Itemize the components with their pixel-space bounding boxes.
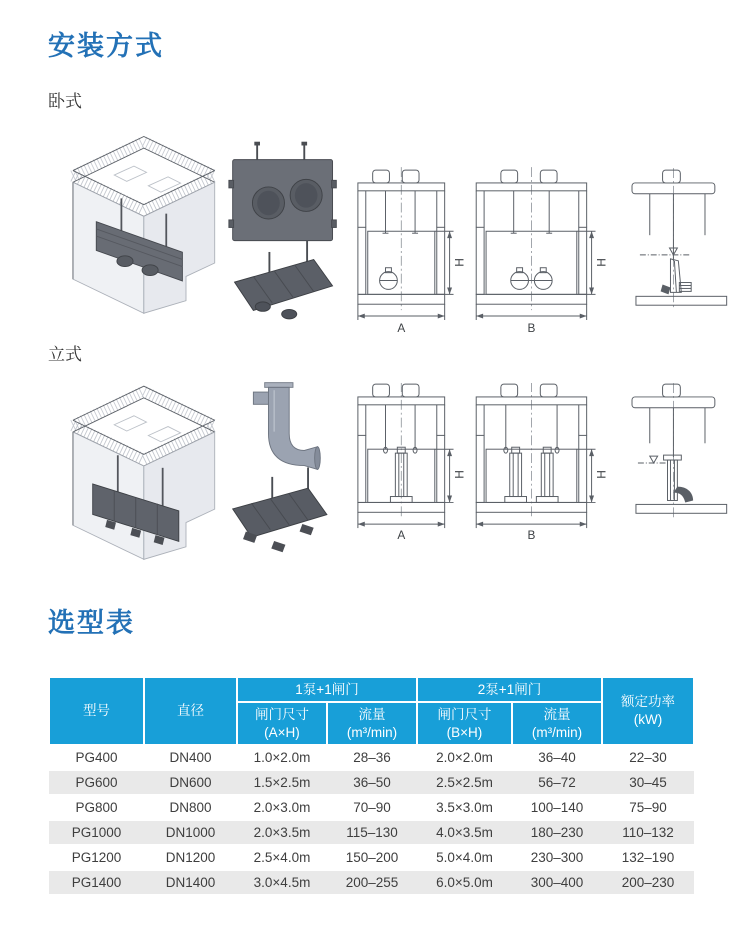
cell-diameter: DN400: [144, 745, 237, 770]
vertical-type-label: 立式: [48, 344, 82, 364]
page-title-selection: 选型表: [48, 608, 135, 639]
vertical-cross-section-diagrams: [350, 383, 735, 543]
cell-gate-size-1: 1.5×2.5m: [237, 770, 327, 795]
horizontal-3d-tank-drawing: [55, 119, 225, 337]
cell-gate-size-1: 1.0×2.0m: [237, 745, 327, 770]
cell-model: PG800: [49, 795, 144, 820]
group-header-1pump-1gate: 1泵+1闸门: [237, 677, 417, 703]
horizontal-cross-section-diagrams: [350, 165, 735, 333]
cell-power: 30–45: [602, 770, 694, 795]
rated-power-line1: 额定功率: [621, 694, 675, 710]
gate-size2-line2: (B×H): [446, 724, 483, 740]
cell-flow-2: 230–300: [512, 845, 602, 870]
horizontal-section-a: [358, 167, 467, 333]
cell-diameter: DN600: [144, 770, 237, 795]
col-header-gate-size-bxh: [417, 702, 512, 745]
gate-size2-line1: 闸门尺寸: [437, 707, 492, 723]
dim-label-a: A: [397, 528, 406, 543]
col-header-gate-size-axh: [237, 702, 327, 745]
selection-table-header: [49, 677, 694, 746]
table-row: [49, 770, 694, 795]
cell-diameter: DN800: [144, 795, 237, 820]
dim-label-a: A: [397, 320, 406, 333]
dim-label-h: H: [452, 470, 467, 479]
cell-model: PG1200: [49, 845, 144, 870]
col-header-model: 型号: [49, 677, 144, 746]
selection-table: [48, 676, 695, 897]
vertical-section-b: [477, 383, 609, 542]
page-title-install: 安装方式: [48, 31, 164, 61]
cell-model: PG400: [49, 745, 144, 770]
cell-flow-2: 300–400: [512, 870, 602, 895]
vertical-3d-tank-drawing: [55, 369, 225, 581]
cell-flow-1: 36–50: [327, 770, 417, 795]
cell-gate-size-1: 2.0×3.5m: [237, 820, 327, 845]
cell-power: 110–132: [602, 820, 694, 845]
cell-flow-1: 150–200: [327, 845, 417, 870]
dim-label-h: H: [594, 470, 609, 479]
vertical-installation-figures: [55, 369, 735, 581]
horizontal-side-view: [632, 168, 727, 310]
cell-model: PG1400: [49, 870, 144, 895]
horizontal-type-label: 卧式: [48, 92, 82, 112]
cell-power: 75–90: [602, 795, 694, 820]
cell-diameter: DN1400: [144, 870, 237, 895]
cell-flow-2: 56–72: [512, 770, 602, 795]
cell-gate-size-1: 2.5×4.0m: [237, 845, 327, 870]
rated-power-line2: (kW): [633, 711, 663, 727]
cell-flow-2: 180–230: [512, 820, 602, 845]
gate-size1-line2: (A×H): [264, 724, 300, 740]
col-header-flow-1: [327, 702, 417, 745]
cell-model: PG600: [49, 770, 144, 795]
cell-diameter: DN1200: [144, 845, 237, 870]
table-row: [49, 795, 694, 820]
cell-gate-size-2: 4.0×3.5m: [417, 820, 512, 845]
cell-flow-2: 36–40: [512, 745, 602, 770]
cell-power: 200–230: [602, 870, 694, 895]
table-row: [49, 745, 694, 770]
flow2-line2: (m³/min): [531, 724, 583, 740]
cell-power: 22–30: [602, 745, 694, 770]
vertical-elbow-and-gate-drawings: [227, 375, 342, 575]
cell-gate-size-2: 3.5×3.0m: [417, 795, 512, 820]
cell-flow-1: 200–255: [327, 870, 417, 895]
cell-flow-1: 28–36: [327, 745, 417, 770]
flow1-line1: 流量: [358, 707, 386, 723]
vertical-section-a: [358, 383, 467, 542]
cell-model: PG1000: [49, 820, 144, 845]
table-row: [49, 870, 694, 895]
col-header-rated-power: [602, 677, 694, 746]
cell-gate-size-2: 6.0×5.0m: [417, 870, 512, 895]
dim-label-h: H: [594, 257, 609, 267]
table-row: [49, 820, 694, 845]
dim-label-b: B: [527, 528, 536, 543]
cell-diameter: DN1000: [144, 820, 237, 845]
cell-gate-size-2: 2.5×2.5m: [417, 770, 512, 795]
cell-gate-size-2: 2.0×2.0m: [417, 745, 512, 770]
cell-gate-size-2: 5.0×4.0m: [417, 845, 512, 870]
dim-label-b: B: [527, 320, 536, 333]
horizontal-installation-figures: [55, 119, 735, 337]
flow1-line2: (m³/min): [346, 724, 398, 740]
vertical-side-view: [632, 383, 727, 518]
selection-table-body: [49, 745, 694, 895]
cell-gate-size-1: 2.0×3.0m: [237, 795, 327, 820]
dim-label-h: H: [452, 257, 467, 267]
col-header-flow-2: [512, 702, 602, 745]
horizontal-gate-panel-drawings: [227, 135, 342, 335]
flow2-line1: 流量: [543, 707, 571, 723]
table-row: [49, 845, 694, 870]
cell-flow-1: 70–90: [327, 795, 417, 820]
gate-size1-line1: 闸门尺寸: [255, 707, 309, 723]
cell-flow-2: 100–140: [512, 795, 602, 820]
cell-gate-size-1: 3.0×4.5m: [237, 870, 327, 895]
cell-flow-1: 115–130: [327, 820, 417, 845]
horizontal-section-b: [477, 167, 609, 333]
col-header-diameter: 直径: [144, 677, 237, 746]
cell-power: 132–190: [602, 845, 694, 870]
group-header-2pump-1gate: 2泵+1闸门: [417, 677, 602, 703]
